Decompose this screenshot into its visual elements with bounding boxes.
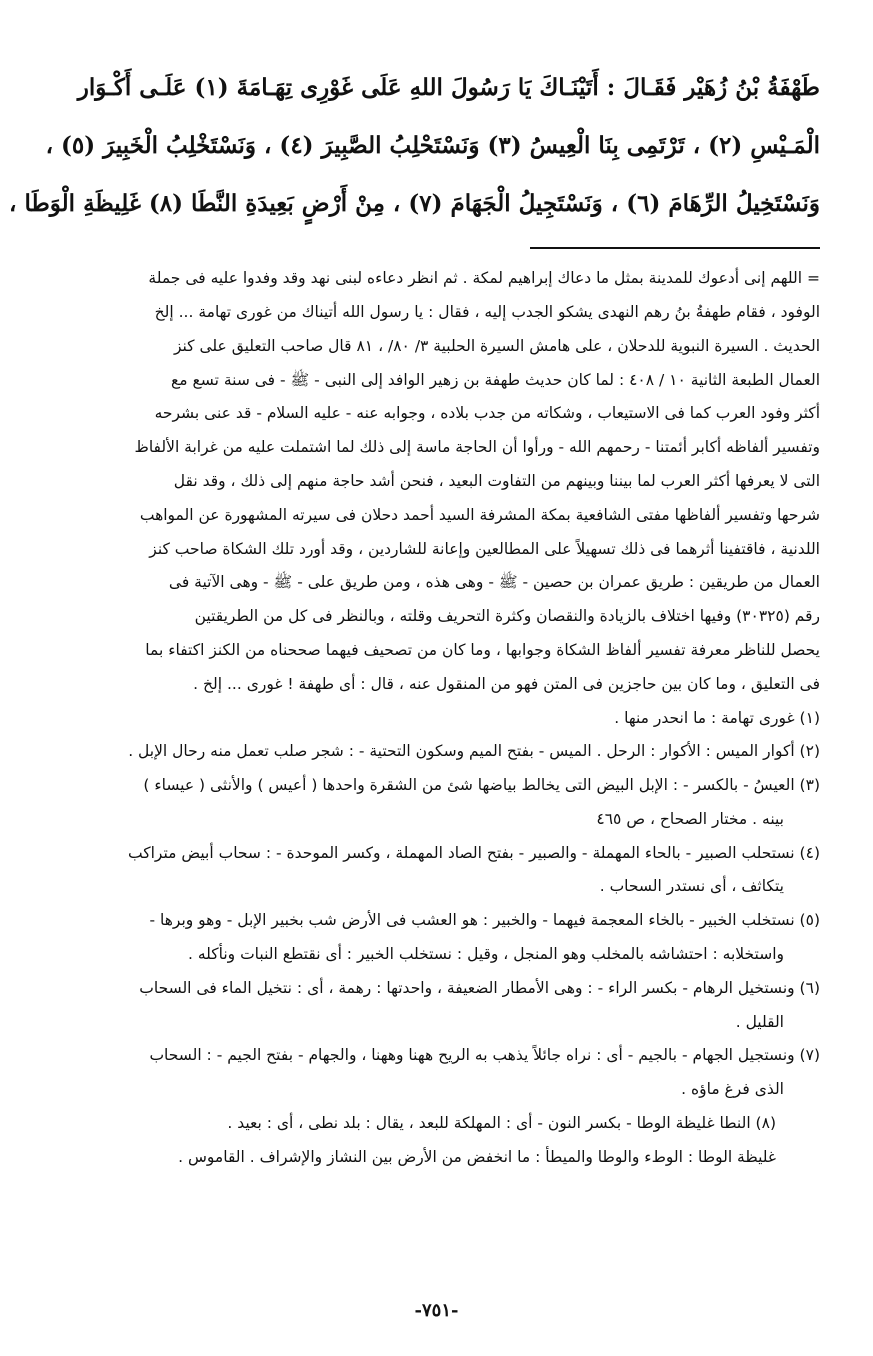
- footnote-8: (٨) النطا غليظة الوطا - بكسر النون - أى : المهلكة للبعد ، يقال : بلد نطى ، أى : بعيد .: [227, 1114, 776, 1133]
- footnote-3: (٣) العيسُ - بالكسر - : الإبل البيض التى يخالط بياضها شئ من الشقرة واحدها ( أعيس ) والأنثى ( عيساء ): [143, 776, 820, 795]
- footnote-5: (٥) نستخلب الخبير - بالخاء المعجمة فيهما - والخبير : هو العشب فى الأرض شب بخبير الإبل - وهو وبرها -: [149, 911, 820, 930]
- footnote-2: (٢) أكوار الميس : الأكوار : الرحل . الميس - بفتح الميم وسكون التحتية - : شجر صلب تعمل منه رحال الإبل .: [128, 742, 820, 761]
- footnote-4-continuation: يتكاثف ، أى نستدر السحاب .: [599, 877, 784, 896]
- footnote-line: الحديث . السيرة النبوية للدحلان ، على هامش السيرة الحلبية ٣/ ٨٠/ ، ٨١ قال صاحب التعليق على كنز: [173, 336, 820, 355]
- footnote-7-continuation: الذى فرغ ماؤه .: [681, 1080, 784, 1099]
- footnote-6-continuation: القليل .: [735, 1012, 784, 1031]
- main-text-line: طَهْفَةُ بْنُ زُهَيْر فَقَـالَ : أَتَيْنَـاكَ يَا رَسُولَ اللهِ عَلَى غَوْرِى تِهَـامَةَ (١) عَلَـى أَكْـوَار: [77, 73, 820, 101]
- footnote-line: اللدنية ، فاقتفينا أثرهما فى ذلك تسهيلاً على المطالعين وإعانة للشاردين ، وقد أورد تلك الشكاة صاحب كنز: [149, 539, 820, 558]
- footnote-1: (١) غورى تهامة : ما انحدر منها .: [614, 708, 820, 727]
- footnote-line: أكثر وفود العرب كما فى الاستيعاب ، وشكاته من جدب بلاده ، وجوابه عنه - عليه السلام - قد عنى بشرحه: [154, 404, 820, 423]
- footnote-line: فى التعليق ، وما كان بين حاجزين فى المتن فهو من المنقول عنه ، قال : أى طهفة ! غورى ... إلخ .: [193, 674, 820, 693]
- footnote-line: الوفود ، فقام طهفةُ بنُ رهم النهدى يشكو الجدب إليه ، فقال : يا رسول الله أتيناك من غورى تهامة ... إلخ: [154, 302, 820, 321]
- footnotes: [60, 262, 820, 1175]
- footnote-3-continuation: بينه . مختار الصحاح ، ص ٤٦٥: [596, 809, 784, 828]
- footnote-4: (٤) نستحلب الصبير - بالحاء المهملة - والصبير - بفتح الصاد المهملة ، وكسر الموحدة - : سحاب أبيض متراكب: [128, 843, 820, 862]
- footnote-line: التى لا يعرفها أكثر العرب لما بيننا وبينهم من التفاوت البعيد ، فنحن أشد حاجة منهم إلى ذلك ، وقد نقل: [173, 471, 820, 490]
- page-number: -٧٥١-: [414, 1300, 459, 1321]
- footnote-line: العمال من طريقين : طريق عمران بن حصين - ﷺ - وهى هذه ، ومن طريق على - ﷺ - وهى الآتية فى: [168, 573, 820, 592]
- footnote-7: (٧) ونستجيل الجهام - بالجيم - أى : نراه جائلاً يذهب به الريح ههنا وههنا ، والجهام - بفتح الجيم - : السحاب: [149, 1046, 820, 1065]
- main-text-line: وَنَسْتَخِيلُ الرِّهَامَ (٦) ، وَنَسْتَجِيلُ الْجَهَامَ (٧) ، مِنْ أَرْضٍ بَعِيدَةِ النَّطَا (٨) غَلِيظَةِ الْوَطَا ،: [9, 189, 820, 217]
- page-body: [9, 58, 820, 232]
- main-text-line: الْمَـيْسِ (٢) ، تَرْتَمِى بِنَا الْعِيسُ (٣) وَنَسْتَحْلِبُ الصَّبِيرَ (٤) ، وَنَسْتَخْلِبُ الْخَبِيرَ (٥) ،: [45, 131, 820, 159]
- footnote-8-continuation: غليظة الوطا : الوطء والوطا والميطأ : ما انخفض من الأرض بين النشاز والإشراف . القاموس .: [178, 1147, 776, 1166]
- footnote-6: (٦) ونستخيل الرهام - بكسر الراء - : وهى الأمطار الضعيفة ، واحدتها : رهمة ، أى : نتخيل الماء فى السحاب: [139, 978, 820, 997]
- footnote-line: يحصل للناظر معرفة تفسير ألفاظ الشكاة وجوابها ، وما كان من تصحيف فيهما صححناه من الكنز اكتفاء بما: [145, 640, 820, 659]
- footnote-line: شرحها وتفسير ألفاظها مفتى الشافعية بمكة المشرفة السيد أحمد دحلان فى سيرته المشهورة عن المواهب: [139, 505, 820, 524]
- footnote-line: وتفسير ألفاظه أكابر أئمتنا - رحمهم الله - ورأوا أن الحاجة ماسة إلى ذلك لما اشتملت عليه من غرابة الألفاظ: [134, 438, 820, 457]
- footnote-line: = اللهم إنى أدعوك للمدينة بمثل ما دعاك إبراهيم لمكة . ثم انظر دعاءه لبنى نهد وقد وفدوا عليه فى جملة: [148, 269, 820, 288]
- footnote-5-continuation: واستخلابه : احتشاشه بالمخلب وهو المنجل ، وقيل : نستخلب الخبير : أى نقتطع النبات ونأكله .: [187, 945, 784, 964]
- footnote-separator: [530, 247, 820, 249]
- footnote-line: العمال الطبعة الثانية ١٠ / ٤٠٨ : لما كان حديث طهفة بن زهير الوافد إلى النبى - ﷺ - فى سنة تسع مع: [171, 370, 820, 389]
- footnote-line: رقم (٣٠٣٢٥) وفيها اختلاف بالزيادة والنقصان وكثرة التحريف وقلته ، وبالنظر فى كل من الطريقتين: [194, 607, 820, 626]
